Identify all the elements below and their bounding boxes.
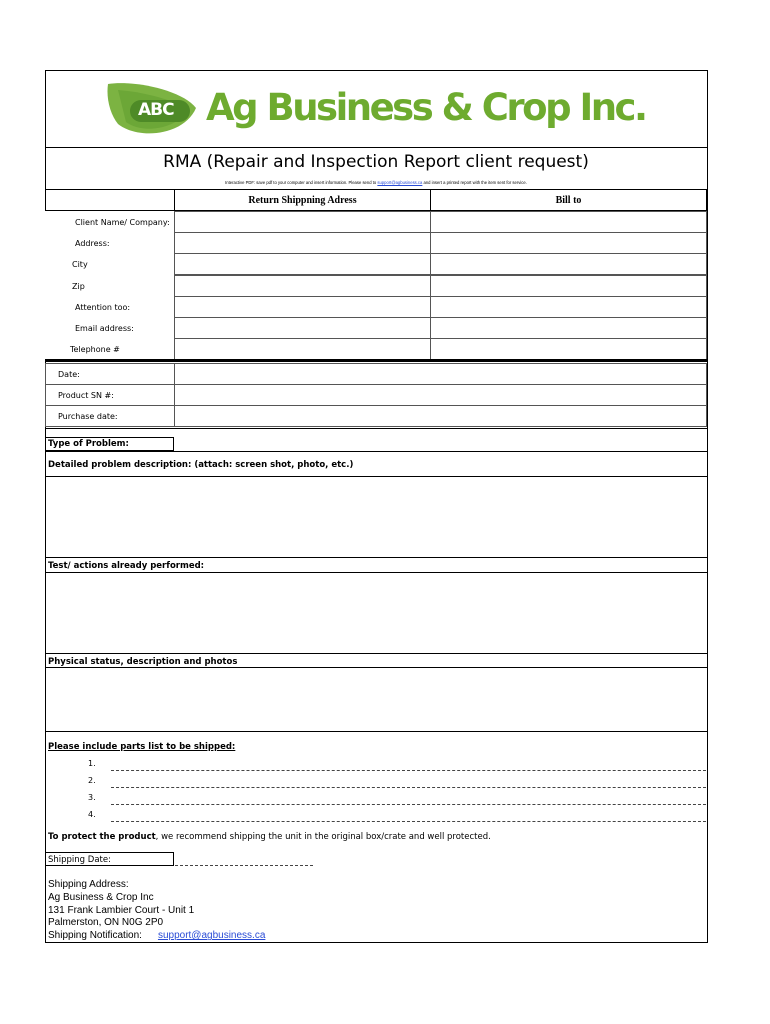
return-address-input[interactable] <box>174 317 431 339</box>
parts-item-number: 4. <box>88 810 96 819</box>
shipping-notification-label: Shipping Notification: <box>48 930 142 942</box>
instruction-after: and insert a printed report with the item sent for service. <box>422 180 527 185</box>
bill-to-input[interactable] <box>430 338 707 360</box>
logo-company-name: Ag Business & Crop Inc. <box>206 86 646 129</box>
bill-to-input[interactable] <box>430 232 707 254</box>
shipping-company: Ag Business & Crop Inc <box>48 891 154 903</box>
product-field-label: Date: <box>58 370 80 379</box>
bill-to-input[interactable] <box>430 296 707 318</box>
tests-performed-field[interactable] <box>46 574 706 652</box>
tests-performed-label: Test/ actions already performed: <box>48 561 205 571</box>
bill-to-input[interactable] <box>430 253 707 275</box>
parts-item-field[interactable] <box>111 804 706 805</box>
client-field-label: Client Name/ Company: <box>75 218 170 227</box>
client-field-label-cell <box>45 232 175 254</box>
product-field-label: Product SN #: <box>58 391 114 400</box>
bill-to-input[interactable] <box>430 275 707 297</box>
protect-note-rest: , we recommend shipping the unit in the original box/crate and well protected. <box>155 832 491 842</box>
product-field-label: Purchase date: <box>58 412 118 421</box>
detailed-description-label: Detailed problem description: (attach: screen shot, photo, etc.) <box>48 460 354 470</box>
detailed-description-field[interactable] <box>46 478 706 556</box>
client-field-label-cell <box>45 253 175 275</box>
parts-item-number: 2. <box>88 776 96 785</box>
client-field-label: City <box>72 260 88 269</box>
return-address-header-label: Return Shippning Adress <box>248 195 357 206</box>
instruction-before: Interactive PDF: save pdf to your computer and insert information. Please send to <box>225 180 378 185</box>
company-logo <box>104 80 646 140</box>
return-address-input[interactable] <box>174 296 431 318</box>
bill-to-input[interactable] <box>430 317 707 339</box>
parts-item-field[interactable] <box>111 770 706 771</box>
protect-note <box>48 832 491 842</box>
bill-to-input[interactable] <box>430 211 707 233</box>
shipping-city: Palmerston, ON N0G 2P0 <box>48 917 164 929</box>
logo-badge-text: ABC <box>138 100 174 120</box>
shipping-notification-email[interactable]: support@agbusiness.ca <box>157 930 266 942</box>
shipping-address-block <box>48 879 265 943</box>
return-address-input[interactable] <box>174 211 431 233</box>
address-header-blank <box>45 189 175 211</box>
product-field-input[interactable] <box>174 363 707 385</box>
return-address-input[interactable] <box>174 275 431 297</box>
shipping-notification <box>48 930 265 943</box>
physical-status-field[interactable] <box>46 669 706 729</box>
return-address-input[interactable] <box>174 338 431 360</box>
bill-to-header <box>430 189 707 211</box>
product-field-input[interactable] <box>174 384 707 406</box>
instruction-email-link[interactable]: support@agbusiness.ca <box>377 180 423 185</box>
shipping-date-label: Shipping Date: <box>48 855 111 865</box>
shipping-date-field[interactable] <box>175 865 313 866</box>
parts-item-field[interactable] <box>111 787 706 788</box>
return-address-input[interactable] <box>174 232 431 254</box>
type-of-problem-label: Type of Problem: <box>48 439 129 449</box>
parts-item-field[interactable] <box>111 821 706 822</box>
return-address-input[interactable] <box>174 253 431 275</box>
parts-item-number: 1. <box>88 759 96 768</box>
client-field-label: Telephone # <box>70 345 120 354</box>
type-of-problem-box <box>45 437 174 451</box>
client-field-label: Zip <box>72 282 85 291</box>
product-field-input[interactable] <box>174 405 707 427</box>
parts-item-number: 3. <box>88 793 96 802</box>
physical-status-label: Physical status, description and photos <box>48 657 238 667</box>
shipping-heading: Shipping Address: <box>48 879 129 890</box>
shipping-street: 131 Frank Lambier Court - Unit 1 <box>48 904 195 916</box>
instruction-text <box>45 180 707 185</box>
bill-to-header-label: Bill to <box>555 195 582 206</box>
return-address-header <box>174 189 431 211</box>
client-field-label: Address: <box>75 239 110 248</box>
protect-note-bold: To protect the product <box>48 832 156 842</box>
client-field-label-cell <box>45 275 175 297</box>
client-field-label: Attention too: <box>75 303 131 312</box>
parts-list-label: Please include parts list to be shipped: <box>48 742 236 752</box>
client-field-label: Email address: <box>75 324 134 333</box>
page-title: RMA (Repair and Inspection Report client request) <box>163 152 589 172</box>
shipping-date-box <box>45 852 174 866</box>
